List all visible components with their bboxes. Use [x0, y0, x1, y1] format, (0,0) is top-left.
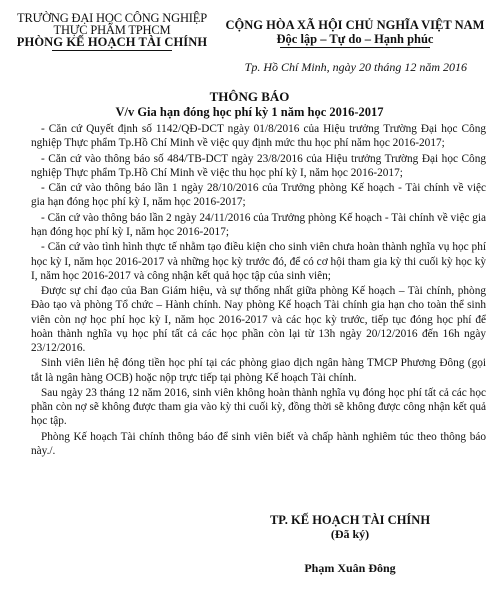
issuer-line-2: THỰC PHẨM TPHCM: [53, 23, 171, 37]
paragraph-1: - Căn cứ Quyết định số 1142/QĐ-DCT ngày 01/8/2016 của Hiệu trưởng Trường Đại học Công nghiệp Thực phẩm Tp.Hồ Chí Minh về việc quy định mức thu học phí năm học 2016-2017;: [31, 123, 486, 150]
issuer-department: PHÒNG KẾ HOẠCH TÀI CHÍNH: [16, 35, 208, 49]
issuer-underline: [52, 50, 172, 51]
document-subtitle: V/v Gia hạn đóng học phí kỳ 1 năm học 2016-2017: [115, 105, 384, 119]
paragraph-3: - Căn cứ vào thông báo lần 1 ngày 28/10/2016 của Trưởng phòng Kế hoạch - Tài chính về việc gia hạn đóng học phí kỳ I, năm học 2016-2017;: [31, 182, 486, 209]
signature-block: [250, 513, 450, 575]
national-name: CỘNG HÒA XÃ HỘI CHỦ NGHĨA VIỆT NAM: [225, 18, 485, 32]
paragraph-7: Sinh viên liên hệ đóng tiền học phí tại các phòng giao dịch ngân hàng TMCP Phương Đông (gọi tắt là ngân hàng OCB) hoặc nộp trực tiếp tại phòng Kế hoạch Tài chính.: [31, 357, 486, 384]
national-header: [224, 18, 486, 48]
paragraph-4: - Căn cứ vào thông báo lần 2 ngày 24/11/2016 của Trưởng phòng Kế hoạch - Tài chính về việc gia hạn đóng học phí kỳ I, năm học 2016-2017;: [31, 211, 486, 238]
issue-date: Tp. Hồ Chí Minh, ngày 20 tháng 12 năm 2016: [244, 60, 467, 74]
document-body: [31, 122, 486, 459]
paragraph-2: - Căn cứ vào thông báo số 484/TB-DCT ngày 23/8/2016 của Hiệu trưởng Trường Đại học Công nghiệp Thực phẩm Tp.Hồ Chí Minh về việc thu học phí kỳ I, năm học 2016-2017;: [31, 152, 486, 179]
paragraph-5: - Căn cứ vào tình hình thực tế nhằm tạo điều kiện cho sinh viên chưa hoàn thành nghĩa vụ học phí học kỳ I, năm học 2016-2017 và những học kỳ trước đó, để có cơ hội tham gia kỳ thi cuối kỳ học kỳ I, năm học 2016-2017 và công nhận kết quả học tập của sinh viên;: [31, 241, 486, 282]
signed-note: (Đã ký): [330, 527, 370, 541]
issuer-line-1: TRƯỜNG ĐẠI HỌC CÔNG NGHIỆP: [17, 11, 207, 25]
signer-name: Phạm Xuân Đông: [304, 561, 396, 575]
paragraph-8: Sau ngày 23 tháng 12 năm 2016, sinh viên không hoàn thành nghĩa vụ đóng học phí tất cả các học phần còn nợ sẽ không được tham gia vào kỳ thi cuối kỳ, đồng thời sẽ không được công nhận kết quả học tập.: [31, 386, 486, 428]
motto-underline: [280, 47, 430, 48]
paragraph-9: Phòng Kế hoạch Tài chính thông báo để sinh viên biết và chấp hành nghiêm túc theo thông báo này./.: [31, 430, 486, 457]
paragraph-6: Được sự chỉ đạo của Ban Giám hiệu, và sự thống nhất giữa phòng Kế hoạch – Tài chính, phòng Đào tạo và phòng Tổ chức – Hành chính. Nay phòng Kế hoạch Tài chính gia hạn cho toàn thể sinh viên còn nợ học phí học kỳ I, năm học 2016-2017 và các học kỳ trước, tiếp tục đóng học phí để hoàn thành nghĩa vụ học phí tất cả các học phần còn lại từ 13h ngày 20/12/2016 đến 16h ngày 23/12/2016.: [31, 285, 486, 354]
national-motto: Độc lập – Tự do – Hạnh phúc: [276, 32, 434, 46]
signer-title: TP. KẾ HOẠCH TÀI CHÍNH: [269, 513, 431, 527]
document-title: THÔNG BÁO: [209, 89, 290, 104]
issuer-block: [14, 12, 210, 51]
